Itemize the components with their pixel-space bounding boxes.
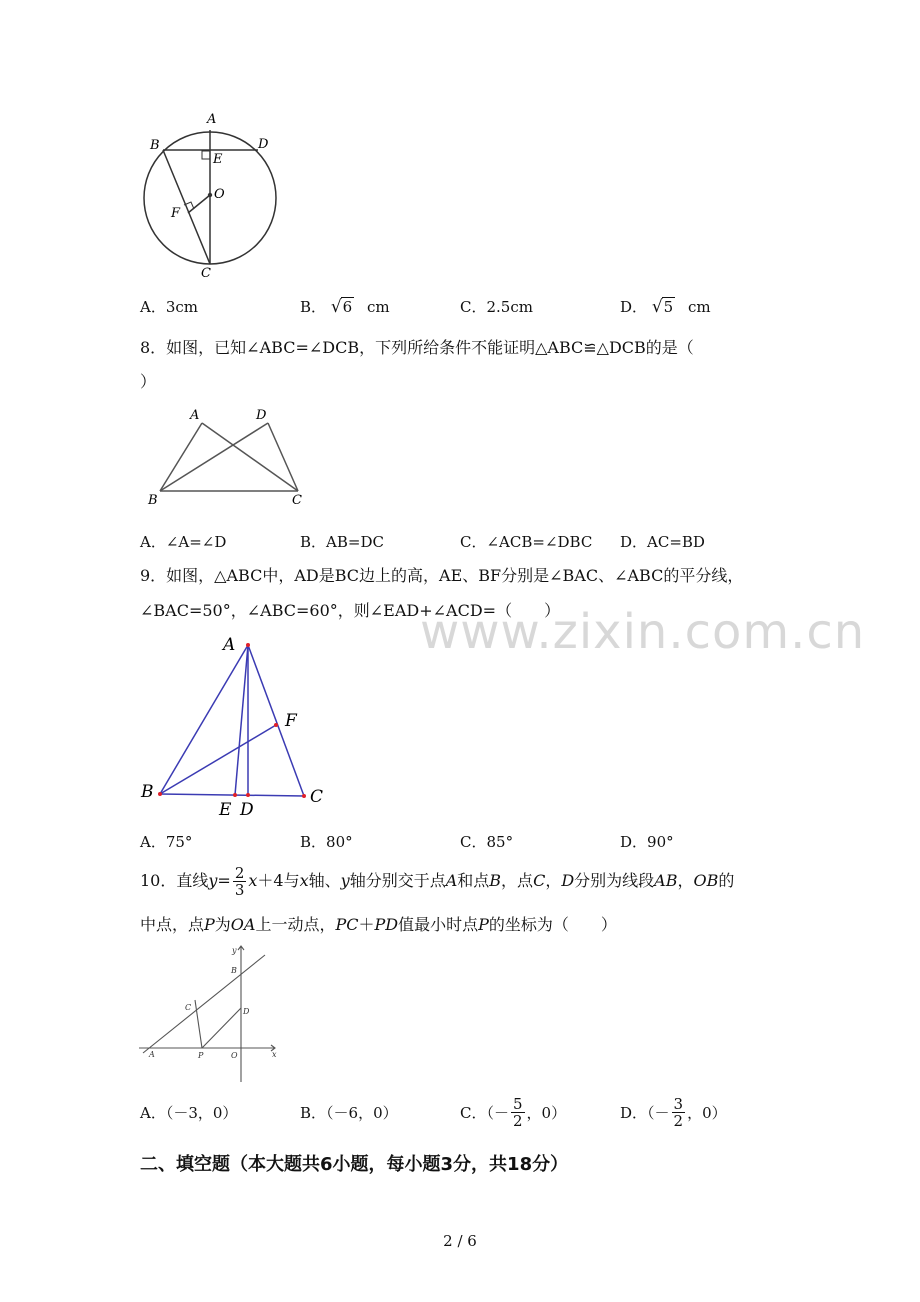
segment-pd-text: PD [374, 915, 399, 934]
frac-num: 5 [512, 1094, 523, 1113]
label-b: B [148, 493, 158, 508]
frac-den: 3 [234, 881, 245, 899]
q9-option-c[interactable]: C．85° [460, 833, 514, 851]
stem-text: 的 [718, 871, 735, 890]
q8-triangles-figure [140, 405, 320, 510]
q9-stem-line2: ∠BAC=50°，∠ABC=60°，则∠EAD+∠ACD=（ ） [140, 601, 561, 620]
segment-ba [160, 645, 248, 794]
frac-num: 2 [234, 864, 245, 882]
label-c: C [292, 493, 302, 508]
segment-bc [160, 794, 304, 796]
q9-triangle-figure [135, 630, 335, 820]
q8-option-b[interactable]: B．AB=DC [300, 533, 384, 551]
axis-text: 轴、 [308, 871, 341, 890]
segment-of [188, 195, 210, 213]
q8-stem: 8．如图，已知∠ABC=∠DCB，下列所给条件不能证明△ABC≌△DCB的是（ [140, 338, 694, 357]
frac-num: 3 [673, 1094, 684, 1113]
q7-option-d-unit: cm [687, 298, 711, 316]
q7-circle-figure [130, 105, 290, 285]
fraction-three-halves [672, 1096, 686, 1129]
label-o: O [231, 1051, 238, 1060]
segment-bd [160, 423, 268, 491]
q10-option-c[interactable] [460, 1090, 566, 1134]
stem-text: 轴分别交于点 [349, 871, 446, 890]
label-a: A [149, 1050, 155, 1059]
point-p-text: P [478, 915, 489, 934]
q10-number: 10．直线 [140, 871, 209, 890]
label-e: E [213, 152, 223, 167]
point-p-text: P [204, 915, 215, 934]
q10-coordinate-figure [135, 940, 285, 1085]
q7-option-d-label: D． [620, 298, 648, 316]
q9-option-b[interactable]: B．80° [300, 833, 353, 851]
segment-bf [160, 725, 276, 794]
point-d-text: D [561, 871, 575, 890]
stem-text: 为 [214, 915, 231, 934]
stem-text: 和点 [457, 871, 490, 890]
fraction-five-halves [511, 1096, 525, 1129]
option-d-prefix: D．（－ [620, 1103, 670, 1122]
point-b-text: B [489, 871, 502, 890]
watermark: www.zixin.com.cn [420, 604, 866, 660]
stem-text: ， [545, 871, 562, 890]
q10-option-a[interactable]: A．（－3，0） [140, 1104, 238, 1122]
section-title: 二、填空题（本大题共6小题，每小题3分，共18分） [140, 1154, 569, 1175]
plus-sign: ＋ [358, 915, 375, 934]
plus-four: ＋4与 [257, 871, 300, 890]
stem-text: 分别为线段 [574, 871, 655, 890]
equals-sign: = [217, 871, 231, 890]
fraction-two-thirds [233, 865, 247, 898]
label-o: O [214, 187, 225, 202]
point-c [302, 794, 306, 798]
segment-oa-text: OA [230, 915, 256, 934]
point-a-text: A [445, 871, 458, 890]
label-c: C [201, 266, 211, 281]
q9-option-a[interactable]: A．75° [140, 833, 193, 851]
stem-text: ，点 [501, 871, 534, 890]
center-o [208, 193, 212, 197]
point-d [246, 793, 250, 797]
label-d: D [256, 408, 267, 423]
label-d: D [258, 137, 269, 152]
label-p: P [198, 1051, 204, 1060]
segment-cp [195, 1000, 202, 1048]
stem-text: 上一动点， [255, 915, 336, 934]
stem-text: ， [677, 871, 694, 890]
var-y: y [208, 871, 218, 890]
q10-option-d[interactable] [620, 1090, 727, 1134]
stem-text: 的坐标为（ ） [488, 915, 617, 934]
line-ab [143, 955, 265, 1053]
label-f: F [171, 206, 181, 221]
q7-option-a[interactable]: A．3cm [140, 298, 199, 316]
var-y-axis: y [340, 871, 350, 890]
page-number: 2 / 6 [443, 1232, 477, 1250]
segment-ba [160, 423, 202, 491]
segment-ab-text: AB [654, 871, 678, 890]
q9-option-d[interactable]: D．90° [620, 833, 674, 851]
q7-option-b-radicand: 6 [342, 298, 353, 316]
q7-option-b-label: B． [300, 298, 327, 316]
label-f: F [285, 711, 297, 731]
q8-option-a[interactable]: A．∠A=∠D [140, 533, 227, 551]
frac-den: 2 [512, 1111, 523, 1130]
q7-option-d[interactable] [620, 296, 711, 317]
label-d: D [243, 1007, 250, 1016]
point-a [246, 643, 250, 647]
sqrt-icon: √ [651, 297, 663, 317]
q7-option-b-unit: cm [366, 298, 390, 316]
segment-pd [202, 1008, 241, 1048]
label-e: E [219, 800, 232, 820]
var-x: x [248, 871, 258, 890]
point-e [233, 793, 237, 797]
label-b: B [150, 138, 160, 153]
label-a: A [190, 408, 200, 423]
q8-option-d[interactable]: D．AC=BD [620, 533, 705, 551]
q8-stem-close: ） [140, 372, 157, 391]
point-c-text: C [533, 871, 546, 890]
segment-ob-text: OB [693, 871, 719, 890]
label-x: x [272, 1050, 277, 1059]
option-c-suffix: ，0） [526, 1103, 567, 1122]
q10-option-b[interactable]: B．（－6，0） [300, 1104, 398, 1122]
segment-pc-text: PC [335, 915, 359, 934]
q9-stem-line1: 9．如图，△ABC中，AD是BC边上的高，AE、BF分别是∠BAC、∠ABC的平分线， [140, 566, 744, 585]
label-a: A [207, 112, 217, 127]
point-b [158, 792, 162, 796]
label-a: A [223, 635, 236, 655]
label-d: D [240, 800, 254, 820]
q10-stem-line1 [140, 864, 734, 898]
var-x-axis: x [299, 871, 309, 890]
option-d-suffix: ，0） [687, 1103, 727, 1122]
stem-text: 值最小时点 [398, 915, 479, 934]
q10-stem-line2 [140, 915, 617, 935]
q7-option-d-radicand: 5 [663, 298, 674, 316]
q8-option-c[interactable]: C．∠ACB=∠DBC [460, 533, 593, 551]
label-b: B [141, 782, 154, 802]
q7-option-b[interactable] [300, 296, 390, 317]
right-angle-e [202, 151, 210, 159]
label-c: C [310, 787, 324, 807]
point-f [274, 723, 278, 727]
frac-den: 2 [673, 1111, 684, 1130]
option-c-prefix: C．（－ [460, 1103, 509, 1122]
label-c: C [185, 1003, 192, 1012]
sqrt-icon: √ [330, 297, 342, 317]
label-b: B [231, 966, 237, 975]
q7-option-c[interactable]: C．2.5cm [460, 298, 533, 316]
label-y: y [232, 946, 237, 955]
segment-ae [235, 645, 248, 795]
stem-text: 中点，点 [140, 915, 205, 934]
